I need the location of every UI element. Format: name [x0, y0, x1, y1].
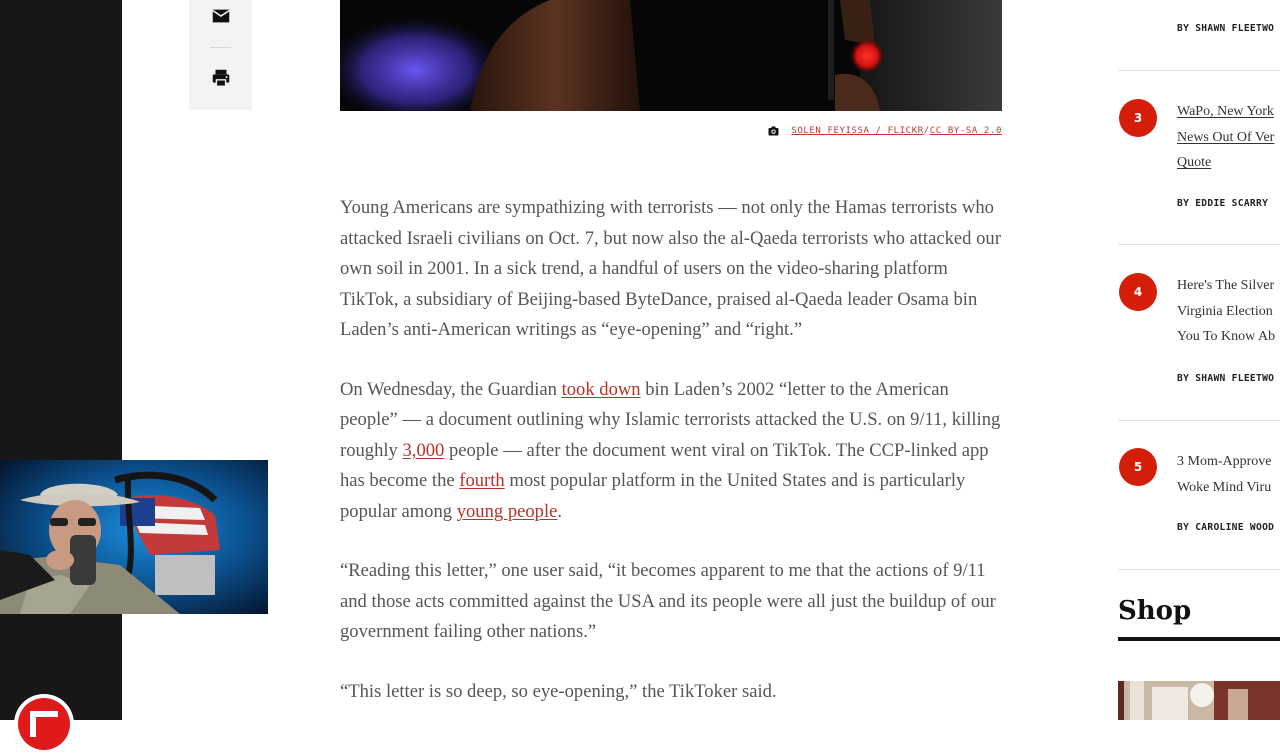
headline-line[interactable]: Woke Mind Viru: [1177, 479, 1272, 495]
paragraph-text: .: [557, 500, 563, 522]
article-paragraph-3: “Reading this letter,” one user said, “it becomes apparent to me that the actions of 9/11 and those acts committed against the USA and its people were all just the buildup of our government failing other nations.”: [340, 560, 996, 643]
shop-product-image[interactable]: [1118, 681, 1280, 720]
photo-credit: [340, 124, 1002, 138]
camera-icon: [768, 126, 779, 136]
headline-line[interactable]: You To Know Ab: [1177, 329, 1276, 344]
trending-headline-4[interactable]: [1177, 273, 1280, 350]
shop-heading-rule: [1118, 637, 1280, 641]
webcam-overlay: [0, 460, 268, 614]
sidebar-divider: [1118, 569, 1280, 570]
trending-headline-3[interactable]: [1177, 99, 1280, 176]
headline-line[interactable]: Quote: [1177, 155, 1212, 170]
share-divider: [210, 47, 231, 48]
photo-license-link[interactable]: CC BY-SA 2.0: [929, 126, 1002, 136]
paragraph-text: most popular platform in the United States and is particularly popular among: [340, 470, 966, 522]
rank-badge-3: 3: [1119, 99, 1157, 137]
headline-line[interactable]: Virginia Election: [1177, 303, 1273, 319]
link-fourth[interactable]: fourth: [459, 470, 505, 492]
headline-line[interactable]: Here's The Silver: [1177, 278, 1275, 293]
headline-line[interactable]: 3 Mom-Approve: [1177, 454, 1272, 469]
rank-badge-4: 4: [1119, 273, 1157, 311]
link-3000[interactable]: 3,000: [402, 439, 445, 461]
print-icon[interactable]: [210, 67, 232, 89]
top-byline[interactable]: BY SHAWN FLEETWO: [1177, 23, 1275, 34]
trending-byline-5[interactable]: BY CAROLINE WOOD: [1177, 522, 1275, 533]
email-icon[interactable]: [210, 5, 232, 27]
credit-separator: /: [923, 126, 930, 136]
sidebar-divider: [1118, 70, 1280, 71]
article-paragraph-1: Young Americans are sympathizing with terrorists — not only the Hamas terrorists who attacked Israeli civilians on Oct. 7, but now also the al-Qaeda terrorists who attacked our own soil in 2001. In a sick trend, a handful of users on the video-sharing platform TikTok, a subsidiary of Beijing-based ByteDance, praised al-Qaeda leader Osama bin Laden’s anti-American writings as “eye-opening” and “right.”: [340, 197, 1001, 341]
trending-byline-3[interactable]: BY EDDIE SCARRY: [1177, 198, 1269, 209]
headline-line[interactable]: WaPo, New York: [1177, 104, 1274, 119]
paragraph-text: bin Laden’s 2002 “letter to the American people” — a document outlining why Islamic terrorists attacked the U.S. on 9/11, killing roughly: [340, 378, 1001, 461]
article-paragraph-4: “This letter is so deep, so eye-opening,” the TikToker said.: [340, 680, 777, 702]
link-young-people[interactable]: young people: [456, 500, 558, 522]
trending-sidebar: [1118, 0, 1280, 720]
sidebar-divider: [1118, 420, 1280, 421]
link-took-down[interactable]: took down: [561, 378, 641, 400]
sidebar-divider: [1118, 244, 1280, 245]
article-paragraph-2: [340, 375, 1005, 528]
article-body: [340, 193, 1005, 736]
channel-logo-icon: [13, 693, 75, 755]
paragraph-text: On Wednesday, the Guardian: [340, 378, 562, 400]
shop-heading: Shop: [1118, 596, 1192, 626]
photo-source-link[interactable]: SOLEN FEYISSA / FLICKR: [791, 126, 924, 136]
paragraph-text: people — after the document went viral on TikTok. The CCP-linked app has become the: [340, 439, 989, 492]
headline-line[interactable]: News Out Of Ver: [1177, 129, 1275, 145]
rank-badge-5: 5: [1119, 448, 1157, 486]
trending-byline-4[interactable]: BY SHAWN FLEETWO: [1177, 373, 1275, 384]
trending-headline-5[interactable]: [1177, 449, 1280, 500]
article-hero-image: [340, 0, 1002, 111]
